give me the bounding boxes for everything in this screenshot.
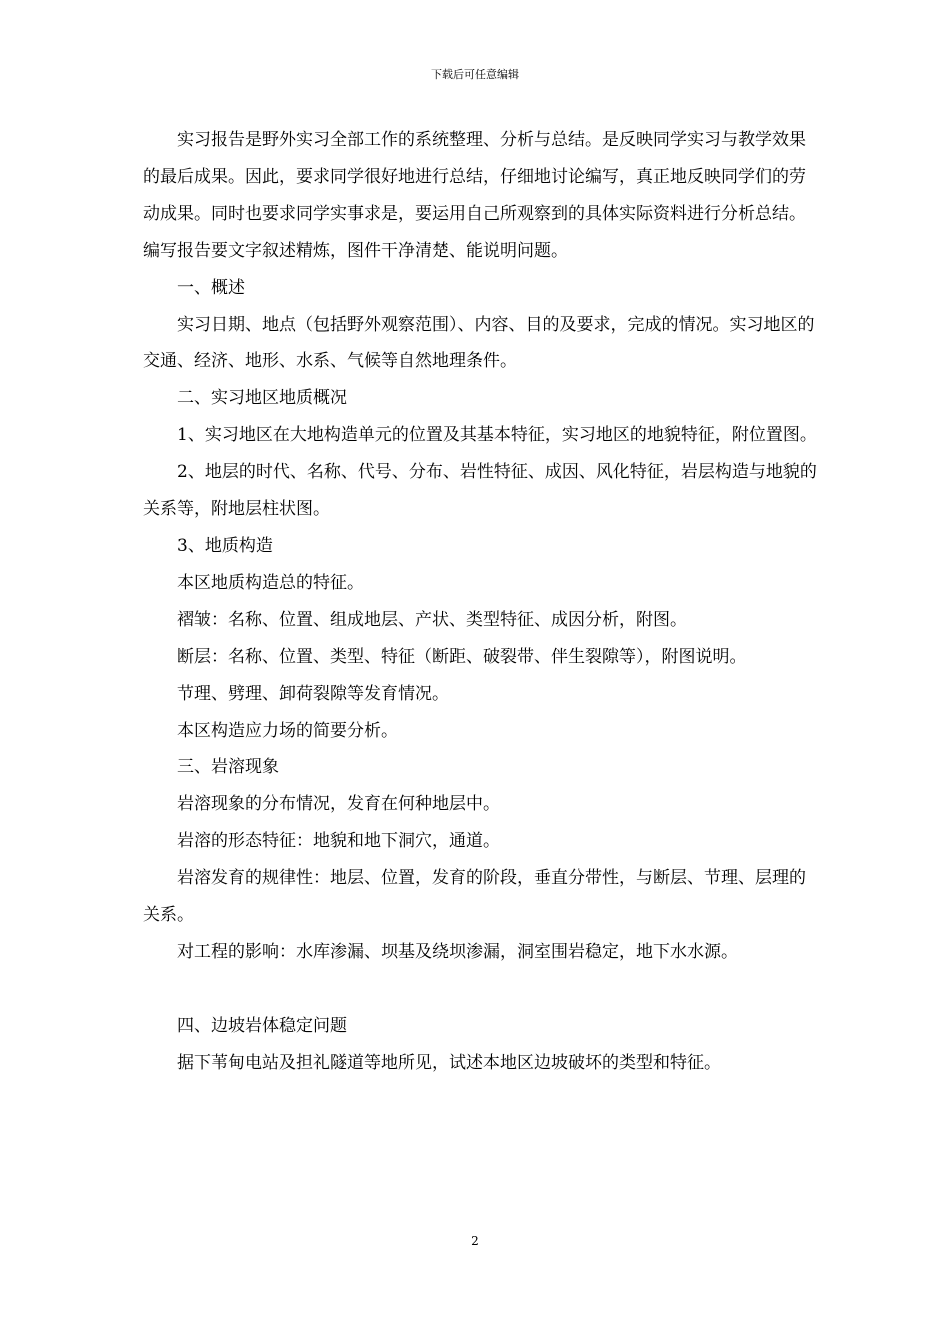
document-body: [143, 122, 818, 1082]
body-paragraph: 实习日期、地点（包括野外观察范围）、内容、目的及要求，完成的情况。实习地区的交通、经济、地形、水系、气候等自然地理条件。: [143, 314, 815, 372]
body-paragraph: 岩溶发育的规律性：地层、位置，发育的阶段，垂直分带性，与断层、节理、层理的关系。: [143, 868, 806, 926]
body-paragraph: 1、实习地区在大地构造单元的位置及其基本特征，实习地区的地貌特征，附位置图。: [177, 425, 817, 446]
intro-paragraph: 实习报告是野外实习全部工作的系统整理、分析与总结。是反映同学实习与教学效果的最后成果。因此，要求同学很好地进行总结，仔细地讨论编写，真正地反映同学们的劳动成果。同时也要求同学实事求是，要运用自己所观察到的具体实际资料进行分析总结。编写报告要文字叙述精炼，图件干净清楚、能说明问题。: [143, 130, 806, 261]
section-heading-karst: 三、岩溶现象: [177, 757, 279, 778]
section-heading-geology: 二、实习地区地质概况: [177, 388, 347, 409]
subsection-heading-structure: 3、地质构造: [177, 535, 273, 556]
body-paragraph: 断层：名称、位置、类型、特征（断距、破裂带、伴生裂隙等），附图说明。: [177, 646, 747, 667]
body-paragraph: 岩溶的形态特征：地貌和地下洞穴，通道。: [177, 831, 500, 852]
section-heading-slope: 四、边坡岩体稳定问题: [177, 1015, 347, 1036]
body-paragraph: 节理、劈理、卸荷裂隙等发育情况。: [177, 683, 449, 704]
section-heading-overview: 一、概述: [177, 277, 245, 298]
page-header: 下载后可任意编辑: [431, 68, 519, 81]
body-paragraph: 岩溶现象的分布情况，发育在何种地层中。: [177, 794, 500, 815]
page-number: 2: [471, 1234, 479, 1248]
blank-line: [143, 971, 818, 1008]
body-paragraph: 据下苇甸电站及担礼隧道等地所见，试述本地区边坡破坏的类型和特征。: [177, 1052, 721, 1073]
body-paragraph: 对工程的影响：水库渗漏、坝基及绕坝渗漏，洞室围岩稳定，地下水水源。: [177, 941, 738, 962]
body-paragraph: 2、地层的时代、名称、代号、分布、岩性特征、成因、风化特征，岩层构造与地貌的关系等，附地层柱状图。: [143, 462, 817, 520]
body-paragraph: 褶皱：名称、位置、组成地层、产状、类型特征、成因分析，附图。: [177, 609, 687, 630]
body-paragraph: 本区地质构造总的特征。: [177, 572, 364, 593]
body-paragraph: 本区构造应力场的简要分析。: [177, 720, 398, 741]
